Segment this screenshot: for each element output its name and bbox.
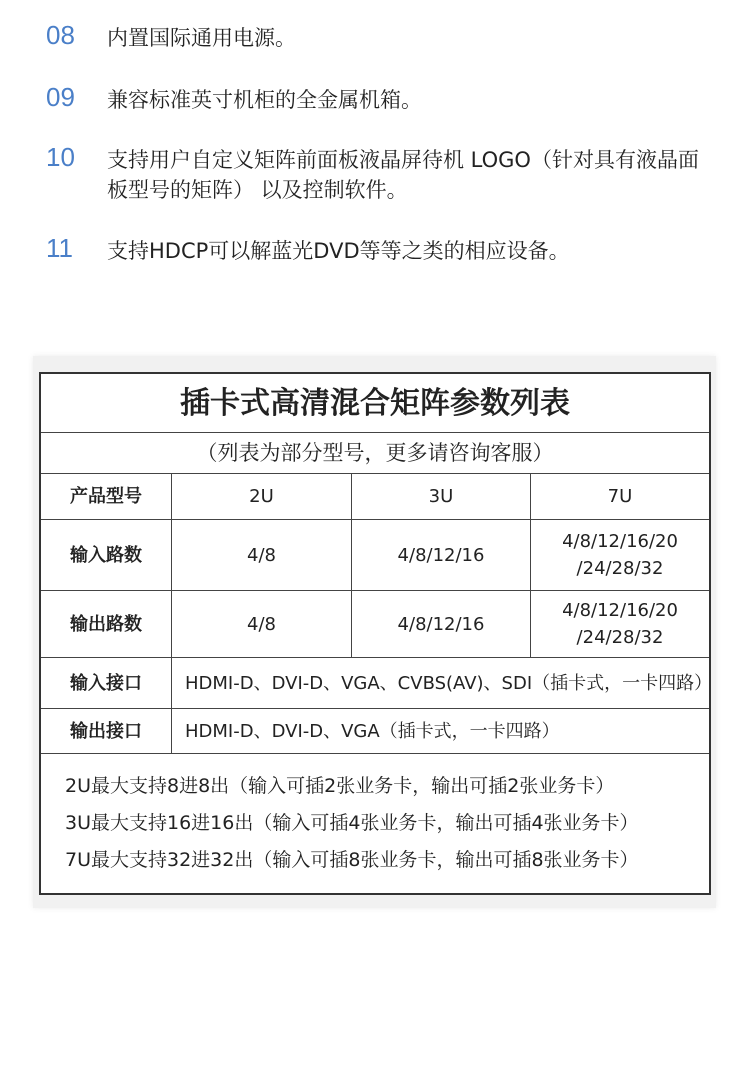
cell-line: /24/28/32 xyxy=(576,558,664,579)
table-subtitle: （列表为部分型号，更多请咨询客服） xyxy=(40,433,710,474)
note-line: 2U最大支持8进8出（输入可插2张业务卡，输出可插2张业务卡） xyxy=(65,775,615,797)
spec-table xyxy=(39,372,711,895)
note-line: 7U最大支持32进32出（输入可插8张业务卡，输出可插8张业务卡） xyxy=(65,849,639,871)
header-cell: 3U xyxy=(352,474,531,520)
header-cell: 产品型号 xyxy=(40,474,172,520)
notes-cell xyxy=(40,754,710,895)
feature-number: 11 xyxy=(46,233,73,263)
table-cell: 4/8/12/16 xyxy=(352,591,531,658)
feature-text: 支持用户自定义矩阵前面板液晶屏待机 LOGO（针对具有液晶面板型号的矩阵） 以及控制软件。 xyxy=(107,148,699,202)
table-row xyxy=(40,658,710,709)
table-cell xyxy=(531,520,711,591)
row-label: 输入路数 xyxy=(40,520,172,591)
table-cell: 4/8 xyxy=(172,520,352,591)
feature-text: 内置国际通用电源。 xyxy=(107,26,296,50)
feature-number: 09 xyxy=(46,82,75,112)
row-label: 输入接口 xyxy=(40,658,172,709)
table-row xyxy=(40,520,710,591)
table-header-row xyxy=(40,474,710,520)
header-cell: 7U xyxy=(531,474,711,520)
table-title: 插卡式高清混合矩阵参数列表 xyxy=(40,373,710,433)
table-row xyxy=(40,591,710,658)
feature-number: 10 xyxy=(46,142,75,172)
cell-line: 4/8/12/16/20 xyxy=(562,531,678,552)
feature-text: 支持HDCP可以解蓝光DVD等等之类的相应设备。 xyxy=(107,239,570,263)
table-cell xyxy=(531,591,711,658)
feature-number: 08 xyxy=(46,20,75,50)
table-cell: HDMI-D、DVI-D、VGA（插卡式，一卡四路） xyxy=(172,709,711,754)
table-cell: HDMI-D、DVI-D、VGA、CVBS(AV)、SDI（插卡式，一卡四路） xyxy=(172,658,711,709)
table-row xyxy=(40,709,710,754)
table-cell: 4/8 xyxy=(172,591,352,658)
row-label: 输出路数 xyxy=(40,591,172,658)
feature-text: 兼容标准英寸机柜的全金属机箱。 xyxy=(107,88,422,112)
cell-line: /24/28/32 xyxy=(576,627,664,648)
header-cell: 2U xyxy=(172,474,352,520)
table-cell: 4/8/12/16 xyxy=(352,520,531,591)
note-line: 3U最大支持16进16出（输入可插4张业务卡，输出可插4张业务卡） xyxy=(65,812,639,834)
row-label: 输出接口 xyxy=(40,709,172,754)
cell-line: 4/8/12/16/20 xyxy=(562,600,678,621)
notes-row xyxy=(40,754,710,895)
